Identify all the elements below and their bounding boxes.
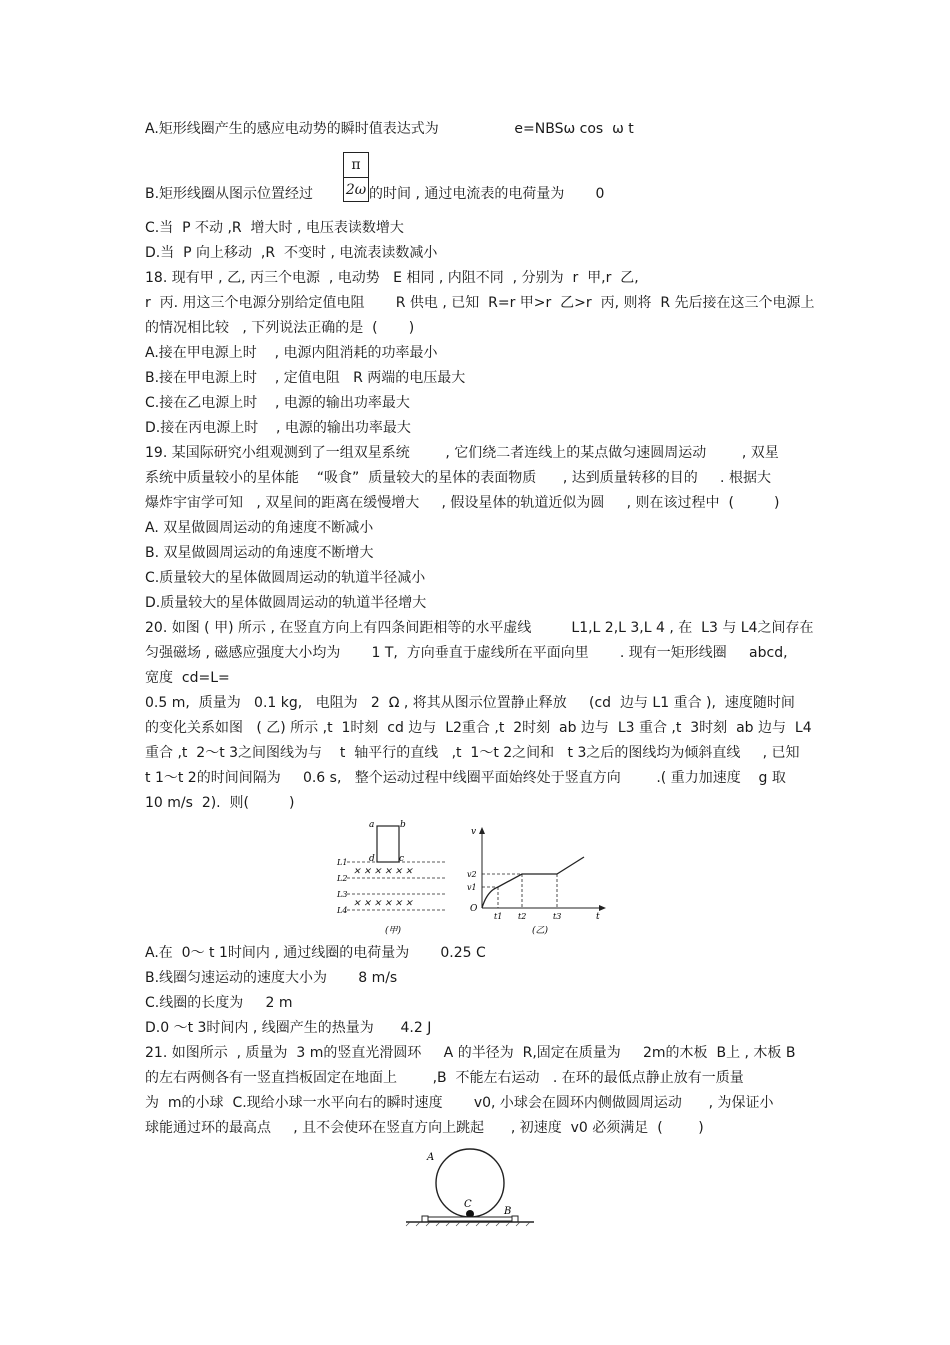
question-21-line1: 21. 如图所示 , 质量为 3 m的竖直光滑圆环 A 的半径为 R,固定在质量为 2m的木板 B上 , 木板 B — [145, 1045, 796, 1061]
question-18-line2: r 丙. 用这三个电源分别给定值电阻 R 供电 , 已知 R=r 甲>r 乙>r 丙, 则将 R 先后接在这三个电源上 — [145, 295, 815, 311]
question-21-line3: 为 m的小球 C.现给小球一水平向右的瞬时速度 v0, 小球会在圆环内侧做圆周运动 , 为保证小 — [145, 1095, 774, 1111]
option-c-q17: C.当 P 不动 ,R 增大时 , 电压表读数增大 — [145, 220, 404, 236]
label-L2: L2 — [337, 874, 348, 883]
option-a-q18: A.接在甲电源上时 , 电源内阻消耗的功率最小 — [145, 345, 438, 361]
label-t: t — [596, 912, 600, 922]
question-20-line2: 匀强磁场 , 磁感应强度大小均为 1 T, 方向垂直于虚线所在平面向里 . 现有一矩形线圈 abcd, — [145, 645, 788, 661]
label-A: A — [427, 1152, 435, 1163]
question-20-line1: 20. 如图 ( 甲) 所示 , 在竖直方向上有四条间距相等的水平虚线 L1,L 2,L 3,L 4 , 在 L3 与 L4之间存在 — [145, 620, 814, 636]
label-L1: L1 — [337, 858, 348, 867]
figure-20-jia — [335, 815, 460, 940]
label-v2: v2 — [467, 870, 477, 879]
svg-text:✕ ✕ ✕ ✕ ✕ ✕: ✕ ✕ ✕ ✕ ✕ ✕ — [353, 899, 413, 909]
question-20-line6: 重合 ,t 2～t 3之间图线为与 t 轴平行的直线 ,t 1～t 2之间和 t 3之后的图线均为倾斜直线 , 已知 — [145, 745, 800, 761]
option-b-q17-part1: B.矩形线圈从图示位置经过 — [145, 186, 314, 202]
label-b: b — [400, 820, 406, 830]
label-t1: t1 — [494, 912, 503, 921]
option-c-q18: C.接在乙电源上时 , 电源的输出功率最大 — [145, 395, 410, 411]
label-d: d — [369, 854, 375, 864]
option-c-q20: C.线圈的长度为 2 m — [145, 995, 293, 1011]
right-stopper — [512, 1216, 518, 1222]
question-18-line1: 18. 现有甲 , 乙, 丙三个电源 , 电动势 E 相同 , 内阻不同 , 分别为 r 甲,r 乙, — [145, 270, 639, 286]
option-d-q18: D.接在丙电源上时 , 电源的输出功率最大 — [145, 420, 411, 436]
board-B — [428, 1217, 512, 1221]
option-b-q18: B.接在甲电源上时 , 定值电阻 R 两端的电压最大 — [145, 370, 466, 386]
v-axis-arrow-icon — [479, 827, 485, 834]
question-19-line2: 系统中质量较小的星体能 “吸食” 质量较大的星体的表面物质 , 达到质量转移的目的 . 根据大 — [145, 470, 771, 486]
figure-21-ring — [400, 1148, 540, 1230]
question-18-line3: 的情况相比较 , 下列说法正确的是 ( ) — [145, 320, 415, 336]
label-L4: L4 — [337, 906, 348, 915]
fraction-numerator: π — [344, 153, 368, 178]
label-v1: v1 — [467, 883, 477, 892]
velocity-curve — [482, 857, 584, 908]
label-origin: O — [470, 904, 478, 914]
question-21-line2: 的左右两侧各有一竖直挡板固定在地面上 ,B 不能左右运动 . 在环的最低点静止放有一质量 — [145, 1070, 744, 1086]
question-20-line5: 的变化关系如图 ( 乙) 所示 ,t 1时刻 cd 边与 L2重合 ,t 2时刻 ab 边与 L3 重合 ,t 3时刻 ab 边与 L4 — [145, 720, 812, 736]
figure-20-yi — [462, 818, 612, 940]
label-L3: L3 — [337, 890, 348, 899]
option-a-q20: A.在 0～ t 1时间内 , 通过线圈的电荷量为 0.25 C — [145, 945, 486, 961]
option-d-q19: D.质量较大的星体做圆周运动的轨道半径增大 — [145, 595, 427, 611]
t-axis-arrow-icon — [599, 905, 606, 911]
label-v: v — [471, 827, 477, 837]
fraction-denominator: 2ω — [345, 182, 367, 198]
label-B: B — [504, 1206, 512, 1217]
label-C: C — [464, 1199, 472, 1210]
caption-yi: (乙) — [532, 926, 549, 936]
option-d-q17: D.当 P 向上移动 ,R 不变时 , 电流表读数减小 — [145, 245, 438, 261]
question-20-line7: t 1～t 2的时间间隔为 0.6 s, 整个运动过程中线圈平面始终处于竖直方向 .( 重力加速度 g 取 — [145, 770, 786, 786]
question-20-line3: 宽度 cd=L= — [145, 670, 230, 686]
question-20-line8: 10 m/s 2). 则( ) — [145, 795, 295, 811]
option-a-q17: A.矩形线圈产生的感应电动势的瞬时值表达式为 e=NBSω cos ω t — [145, 121, 634, 137]
rectangular-coil — [377, 826, 399, 862]
question-21-line4: 球能通过环的最高点 , 且不会使环在竖直方向上跳起 , 初速度 v0 必须满足 ( ) — [145, 1120, 704, 1136]
left-stopper — [422, 1216, 428, 1222]
label-t3: t3 — [553, 912, 562, 921]
fraction-pi-over-2omega — [343, 152, 369, 202]
question-20-line4: 0.5 m, 质量为 0.1 kg, 电阻为 2 Ω , 将其从图示位置静止释放 (cd 边与 L1 重合 ), 速度随时间 — [145, 695, 795, 711]
label-t2: t2 — [518, 912, 527, 921]
magnetic-field-crosses — [353, 867, 413, 909]
option-c-q19: C.质量较大的星体做圆周运动的轨道半径减小 — [145, 570, 426, 586]
question-19-line3: 爆炸宇宙学可知 , 双星间的距离在缓慢增大 , 假设星体的轨道近似为圆 , 则在该过程中 ( ) — [145, 495, 780, 511]
option-b-q20: B.线圈匀速运动的速度大小为 8 m/s — [145, 970, 398, 986]
option-b-q19: B. 双星做圆周运动的角速度不断增大 — [145, 545, 374, 561]
svg-text:✕ ✕ ✕ ✕ ✕ ✕: ✕ ✕ ✕ ✕ ✕ ✕ — [353, 867, 413, 877]
option-a-q19: A. 双星做圆周运动的角速度不断减小 — [145, 520, 374, 536]
caption-jia: (甲) — [385, 926, 402, 936]
option-d-q20: D.0 ～t 3时间内 , 线圈产生的热量为 4.2 J — [145, 1020, 432, 1036]
option-b-q17-part2: 的时间 , 通过电流表的电荷量为 0 — [369, 186, 605, 202]
label-c: c — [399, 854, 405, 864]
label-a: a — [369, 820, 375, 830]
question-19-line1: 19. 某国际研究小组观测到了一组双星系统 , 它们绕二者连线上的某点做匀速圆周运动 , 双星 — [145, 445, 779, 461]
